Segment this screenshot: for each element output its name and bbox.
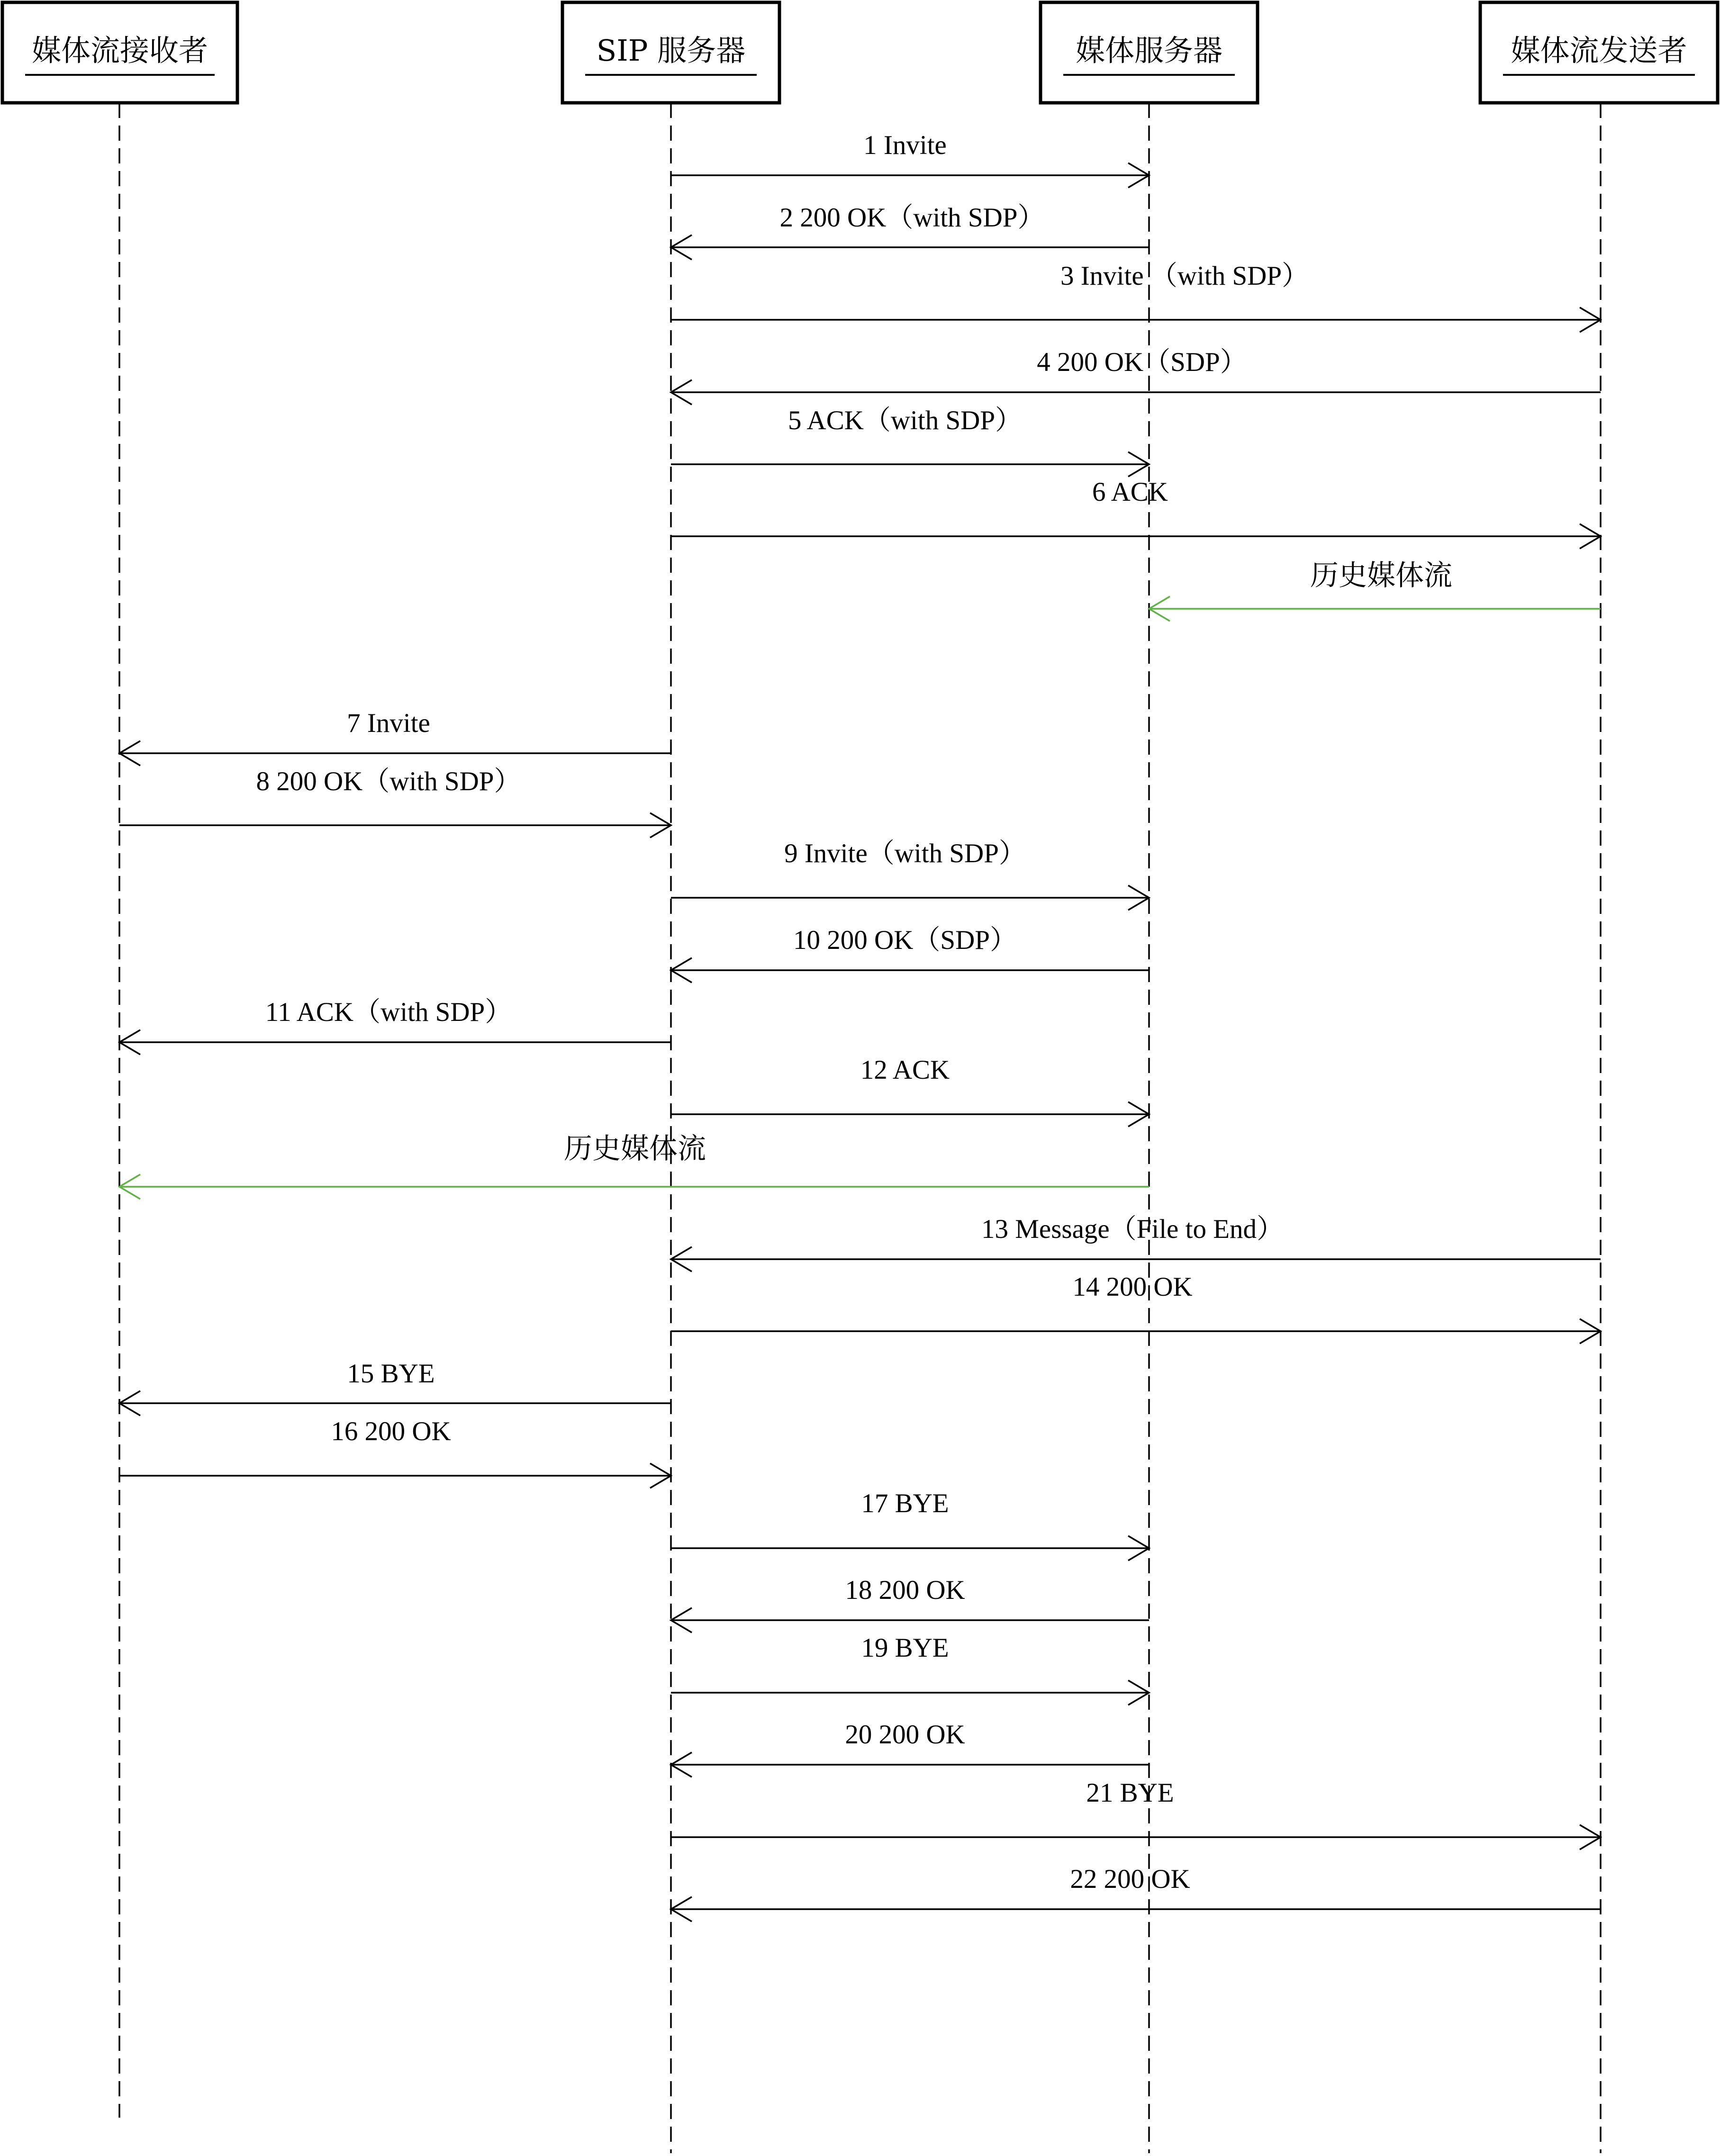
message-14 bbox=[671, 1272, 1601, 1344]
message-label: 19 BYE bbox=[861, 1633, 949, 1663]
message-19 bbox=[671, 1633, 1149, 1705]
message-label: 12 ACK bbox=[860, 1055, 950, 1085]
message-6 bbox=[671, 477, 1601, 549]
message-label: 5 ACK（with SDP） bbox=[788, 406, 1023, 435]
message-1 bbox=[671, 130, 1149, 188]
message-label: 11 ACK（with SDP） bbox=[265, 997, 512, 1027]
message-label: 14 200 OK bbox=[1072, 1272, 1193, 1302]
message-21 bbox=[671, 1778, 1601, 1849]
participant-label: SIP 服务器 bbox=[596, 33, 746, 68]
message-7 bbox=[119, 708, 671, 766]
message-label: 历史媒体流 bbox=[564, 1132, 706, 1165]
message-media-2 bbox=[119, 1132, 1149, 1199]
message-17 bbox=[671, 1488, 1149, 1561]
message-label: 21 BYE bbox=[1086, 1778, 1174, 1808]
message-16 bbox=[119, 1416, 671, 1488]
message-label: 18 200 OK bbox=[845, 1575, 965, 1605]
message-18 bbox=[671, 1575, 1149, 1633]
message-8 bbox=[119, 767, 671, 838]
message-label: 15 BYE bbox=[347, 1359, 435, 1389]
message-12 bbox=[671, 1055, 1149, 1127]
message-label: 17 BYE bbox=[861, 1488, 949, 1518]
participant-media bbox=[1041, 2, 1258, 103]
message-13 bbox=[671, 1214, 1601, 1272]
message-15 bbox=[119, 1359, 671, 1416]
message-label: 历史媒体流 bbox=[1310, 559, 1452, 592]
message-10 bbox=[671, 925, 1149, 983]
message-label: 20 200 OK bbox=[845, 1720, 965, 1750]
participant-sender bbox=[1480, 2, 1718, 103]
message-label: 13 Message（File to End） bbox=[981, 1214, 1284, 1244]
message-11 bbox=[119, 997, 671, 1055]
message-label: 9 Invite（with SDP） bbox=[784, 839, 1026, 868]
message-label: 6 ACK bbox=[1092, 477, 1168, 507]
participants bbox=[2, 2, 1718, 103]
message-label: 22 200 OK bbox=[1070, 1864, 1190, 1894]
message-3 bbox=[671, 261, 1601, 332]
message-20 bbox=[671, 1720, 1149, 1777]
message-label: 16 200 OK bbox=[331, 1416, 451, 1446]
participant-label: 媒体流接收者 bbox=[31, 33, 208, 68]
message-media-1 bbox=[1149, 559, 1601, 621]
message-label: 1 Invite bbox=[863, 130, 947, 160]
message-5 bbox=[671, 406, 1149, 477]
message-9 bbox=[671, 839, 1149, 910]
message-22 bbox=[671, 1864, 1601, 1921]
participant-label: 媒体流发送者 bbox=[1511, 33, 1687, 68]
message-label: 10 200 OK（SDP） bbox=[793, 925, 1017, 955]
message-label: 2 200 OK（with SDP） bbox=[779, 203, 1045, 233]
participant-receiver bbox=[2, 2, 237, 103]
message-label: 8 200 OK（with SDP） bbox=[256, 767, 521, 796]
messages bbox=[119, 130, 1601, 1921]
participant-label: 媒体服务器 bbox=[1075, 33, 1223, 68]
message-label: 4 200 OK（SDP） bbox=[1037, 347, 1247, 377]
message-label: 3 Invite （with SDP） bbox=[1060, 261, 1309, 291]
participant-sip bbox=[562, 2, 779, 103]
message-2 bbox=[671, 203, 1149, 260]
message-4 bbox=[671, 347, 1601, 405]
message-label: 7 Invite bbox=[347, 708, 430, 738]
